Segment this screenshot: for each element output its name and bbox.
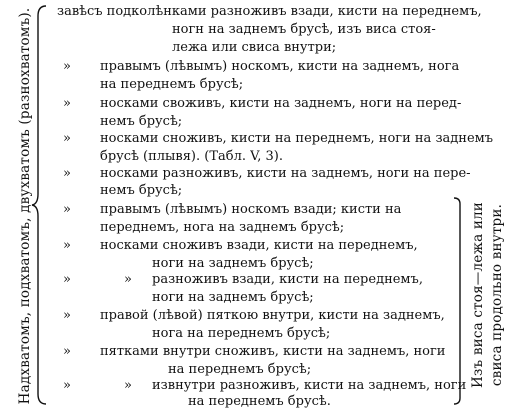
entry-line: правой (лѣвой) пяткою внутри, кисти на заднемъ, bbox=[100, 308, 445, 323]
entry-line: завѣсъ подколѣнками разноживъ взади, кисти на переднемъ, bbox=[57, 4, 482, 19]
entry-line: на переднемъ брусѣ; bbox=[100, 77, 244, 92]
left-brace bbox=[30, 4, 48, 406]
entry-line: нога на переднемъ брусѣ; bbox=[152, 326, 331, 341]
ditto-mark: » bbox=[63, 96, 71, 111]
entry-line: на переднемъ брусѣ. bbox=[188, 394, 331, 409]
side-label-hang-line-2: свиса продольно внутри. bbox=[489, 203, 505, 387]
ditto-mark: » bbox=[124, 378, 132, 393]
side-label-hang-line-1: Изъ виса стоя—лежа или bbox=[470, 202, 486, 388]
ditto-mark: » bbox=[63, 272, 71, 287]
ditto-mark: » bbox=[63, 166, 71, 181]
entry-line: правымъ (лѣвымъ) носкомъ, кисти на заднемъ, нога bbox=[100, 59, 460, 74]
side-label-grips: Надхватомъ, подхватомъ, двухватомъ (разнохватомъ). bbox=[17, 7, 33, 405]
entry-line: носками своживъ, кисти на заднемъ, ноги на перед- bbox=[100, 96, 462, 111]
right-bracket bbox=[452, 196, 464, 406]
entry-line: на переднемъ брусѣ; bbox=[168, 362, 312, 377]
ditto-mark: » bbox=[63, 131, 71, 146]
entry-line: лежа или свиса внутри; bbox=[172, 40, 337, 55]
entry-line: ноги на заднемъ брусѣ; bbox=[152, 290, 314, 305]
entry-line: правымъ (лѣвымъ) носкомъ взади; кисти на bbox=[100, 202, 402, 217]
entry-line: носками разноживъ, кисти на заднемъ, ноги на пере- bbox=[100, 166, 471, 181]
entry-line: разноживъ взади, кисти на переднемъ, bbox=[152, 272, 423, 287]
ditto-mark: » bbox=[63, 238, 71, 253]
entry-line: брусѣ (плывя). (Табл. V, 3). bbox=[100, 149, 283, 164]
entry-line: немъ брусѣ; bbox=[100, 183, 183, 198]
entry-line: ноги на заднемъ брусѣ; bbox=[152, 256, 314, 271]
ditto-mark: » bbox=[63, 59, 71, 74]
entry-line: немъ брусѣ; bbox=[100, 114, 183, 129]
entry-line: переднемъ, нога на заднемъ брусѣ; bbox=[100, 220, 345, 235]
ditto-mark: » bbox=[124, 272, 132, 287]
ditto-mark: » bbox=[63, 308, 71, 323]
ditto-mark: » bbox=[63, 344, 71, 359]
ditto-mark: » bbox=[63, 202, 71, 217]
entry-line: носками сноживъ, кисти на переднемъ, ноги на заднемъ bbox=[100, 131, 494, 146]
entry-line: ногн на заднемъ брусѣ, изъ виса стоя- bbox=[172, 22, 436, 37]
entry-line: извнутри разноживъ, кисти на заднемъ, ноги bbox=[152, 378, 467, 393]
ditto-mark: » bbox=[63, 378, 71, 393]
entry-line: носками сноживъ взади, кисти на переднемъ, bbox=[100, 238, 418, 253]
entry-line: пятками внутри сноживъ, кисти на заднемъ, ноги bbox=[100, 344, 446, 359]
